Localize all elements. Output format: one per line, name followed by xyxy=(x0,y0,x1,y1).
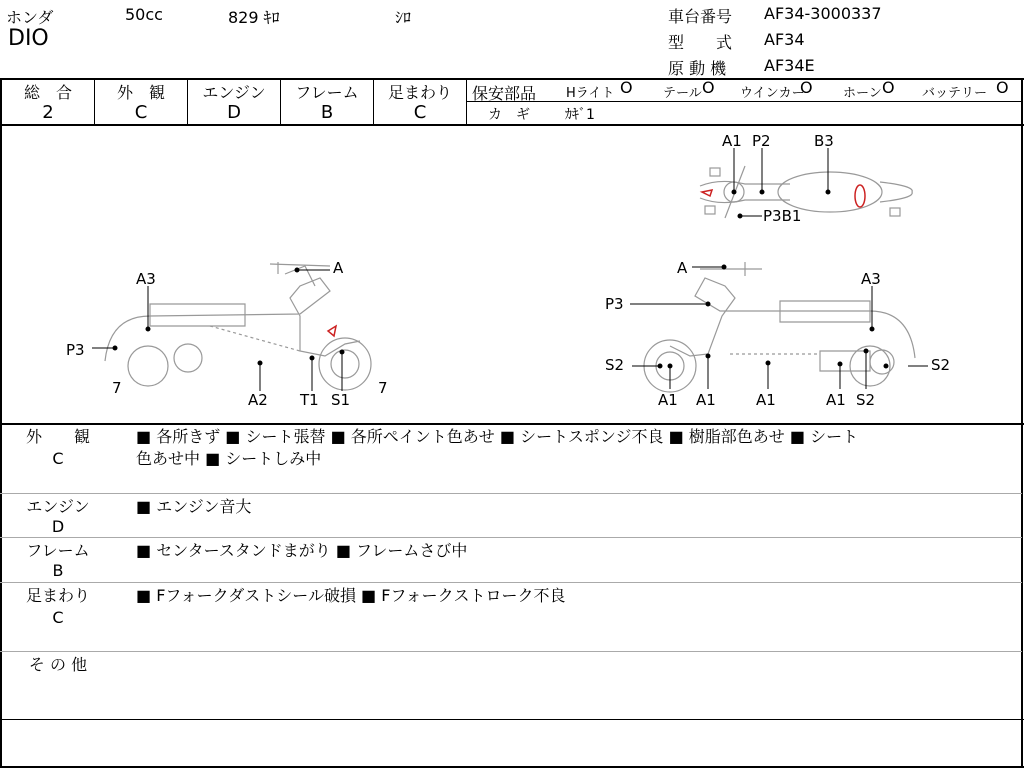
diagram-label: 7 xyxy=(378,379,388,397)
key-value: ｶｷﾞ1 xyxy=(565,107,595,123)
section-label-suspension: 足まわり xyxy=(25,586,90,605)
safety-item-horn: ホーン xyxy=(843,86,882,101)
section-text-exterior-cont: 色あせ中 ■ シートしみ中 xyxy=(136,449,322,468)
diagram-label: A3 xyxy=(136,270,156,288)
diagram-label: S2 xyxy=(605,356,625,374)
section-label-engine: エンジン xyxy=(26,497,90,516)
safety-item-headlight: Hライト xyxy=(566,86,615,101)
safety-item-tail: テール xyxy=(663,86,702,101)
diagram-label: P3 xyxy=(66,341,85,359)
diagram-label: T1 xyxy=(300,391,319,409)
winker-ok-mark: O xyxy=(800,78,813,97)
tail-ok-mark: O xyxy=(702,78,715,97)
diagram-label: A1 xyxy=(722,132,742,150)
section-divider xyxy=(0,493,1022,494)
headlight-ok-mark: O xyxy=(620,78,633,97)
diagram-label: P3B1 xyxy=(763,207,802,225)
overall-grade: 2 xyxy=(42,102,54,123)
type-label: 型 式 xyxy=(668,33,733,52)
diagram-label: A1 xyxy=(696,391,716,409)
diagram-label: B3 xyxy=(814,132,834,150)
safety-label: 保安部品 xyxy=(472,84,537,103)
diagram-label: S2 xyxy=(856,391,876,409)
section-text-suspension: ■ Fフォークダストシール破損 ■ Fフォークストローク不良 xyxy=(136,586,566,605)
exterior-label: 外 観 xyxy=(116,83,165,102)
maker: ホンダ xyxy=(6,8,54,27)
section-divider xyxy=(0,651,1022,652)
frame-grade: B xyxy=(320,102,334,123)
diagram-label: S2 xyxy=(931,356,951,374)
section-grade-engine: D xyxy=(51,517,65,536)
horn-ok-mark: O xyxy=(882,78,895,97)
engine-label: 原 動 機 xyxy=(668,59,727,78)
engine-grade-label: エンジン xyxy=(202,83,266,102)
model-name: DIO xyxy=(8,26,49,51)
exterior-grade: C xyxy=(134,102,148,123)
displacement: 50cc xyxy=(125,5,163,24)
type-value: AF34 xyxy=(764,30,805,49)
section-text-exterior: ■ 各所きず ■ シート張替 ■ 各所ペイント色あせ ■ シートスポンジ不良 ■ 樹脂部色あせ ■ シート xyxy=(136,427,859,446)
engine-grade: D xyxy=(227,102,241,123)
section-label-frame: フレーム xyxy=(26,541,90,560)
section-text-frame: ■ センタースタンドまがり ■ フレームさび中 xyxy=(136,541,468,560)
suspension-grade-label: 足まわり xyxy=(387,83,452,102)
section-grade-exterior: C xyxy=(52,449,64,468)
diagram-label: A1 xyxy=(756,391,776,409)
frame-no-label: 車台番号 xyxy=(668,7,733,26)
diagram-label: 7 xyxy=(112,379,122,397)
safety-item-winker: ウインカー xyxy=(740,86,805,101)
mileage: 829 ｷﾛ xyxy=(228,8,280,27)
section-divider xyxy=(0,537,1022,538)
diagram-label: A xyxy=(677,259,688,277)
section-label-other: そ の 他 xyxy=(28,655,88,674)
section-divider xyxy=(0,719,1024,720)
diagram-label: P2 xyxy=(752,132,771,150)
section-label-exterior: 外 観 xyxy=(25,427,90,446)
overall-label: 総 合 xyxy=(23,83,72,102)
key-label: カ ギ xyxy=(488,107,530,123)
frame-no: AF34-3000337 xyxy=(764,4,882,23)
section-text-engine: ■ エンジン音大 xyxy=(136,497,252,516)
damage-diagram xyxy=(0,126,1022,422)
safety-item-battery: バッテリー xyxy=(922,86,988,101)
diagram-label: A2 xyxy=(248,391,268,409)
frame-grade-label: フレーム xyxy=(295,83,359,102)
remarks-top-border xyxy=(0,423,1024,425)
diagram-label: A3 xyxy=(861,270,881,288)
section-divider xyxy=(0,582,1022,583)
safety-divider xyxy=(466,101,1023,102)
suspension-grade: C xyxy=(413,102,427,123)
section-grade-frame: B xyxy=(52,561,64,580)
diagram-label: P3 xyxy=(605,295,624,313)
diagram-label: S1 xyxy=(331,391,351,409)
color: ｼﾛ xyxy=(395,8,412,27)
diagram-label: A1 xyxy=(658,391,678,409)
engine-value: AF34E xyxy=(764,56,815,75)
diagram-label: A1 xyxy=(826,391,846,409)
diagram-label: A xyxy=(333,259,344,277)
section-grade-suspension: C xyxy=(52,608,64,627)
battery-ok-mark: O xyxy=(996,78,1009,97)
